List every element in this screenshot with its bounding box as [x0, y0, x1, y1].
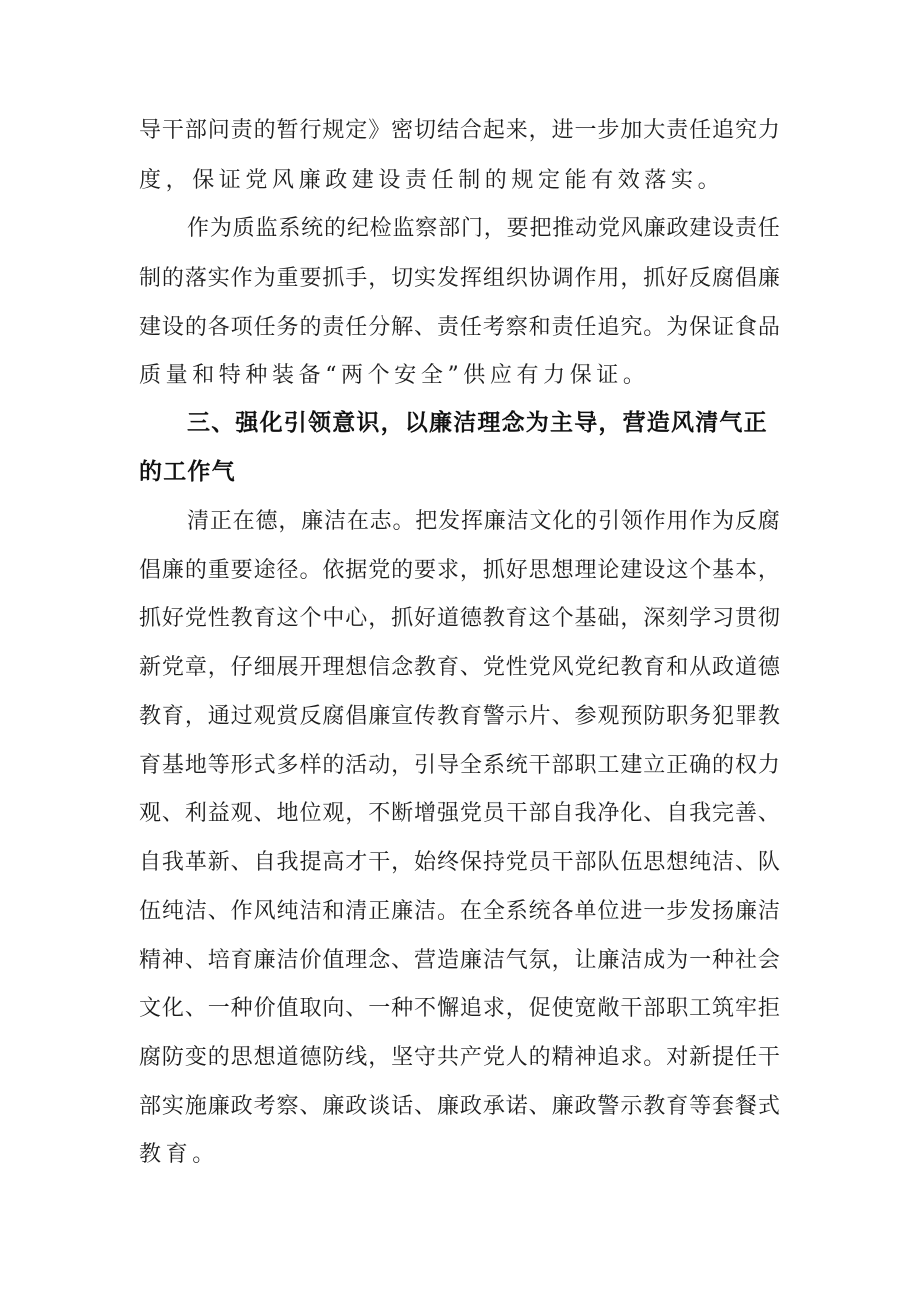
paragraph-line: 教育。 [139, 1142, 219, 1167]
section-heading-line: 的工作气 [139, 459, 236, 485]
paragraph-line: 抓好党性教育这个中心，抓好道德教育这个基础，深刻学习贯彻 [139, 606, 781, 631]
paragraph-line: 自我革新、自我提高才干，始终保持党员干部队伍思想纯洁、队 [139, 850, 781, 875]
section-heading-line: 三、强化引领意识，以廉洁理念为主导，营造风清气正 [187, 410, 768, 436]
paragraph-line: 观、利益观、地位观，不断增强党员干部自我净化、自我完善、 [139, 801, 781, 826]
paragraph-line: 度，保证党风廉政建设责任制的规定能有效落实。 [139, 168, 725, 193]
paragraph-line: 质量和特种装备“两个安全”供应有力保证。 [139, 363, 650, 388]
paragraph-line: 作为质监系统的纪检监察部门，要把推动党风廉政建设责任 [187, 216, 781, 241]
paragraph-line: 教育，通过观赏反腐倡廉宣传教育警示片、参观预防职务犯罪教 [139, 704, 781, 729]
paragraph-line: 导干部问责的暂行规定》密切结合起来，进一步加大责任追究力 [139, 118, 781, 143]
paragraph-line: 伍纯洁、作风纯洁和清正廉洁。在全系统各单位进一步发扬廉洁 [139, 899, 781, 924]
paragraph-line: 育基地等形式多样的活动，引导全系统干部职工建立正确的权力 [139, 753, 781, 778]
paragraph-line: 腐防变的思想道德防线，坚守共产党人的精神追求。对新提任干 [139, 1045, 781, 1070]
paragraph-line: 清正在德，廉洁在志。把发挥廉洁文化的引领作用作为反腐 [187, 509, 781, 534]
paragraph-line: 文化、一种价值取向、一种不懈追求，促使宽敞干部职工筑牢拒 [139, 996, 781, 1021]
paragraph-line: 新党章，仔细展开理想信念教育、党性党风党纪教育和从政道德 [139, 655, 781, 680]
paragraph-line: 精神、培育廉洁价值理念、营造廉洁气氛，让廉洁成为一种社会 [139, 948, 781, 973]
paragraph-line: 倡廉的重要途径。依据党的要求，抓好思想理论建设这个基本， [139, 558, 781, 583]
paragraph-line: 制的落实作为重要抓手，切实发挥组织协调作用，抓好反腐倡廉 [139, 266, 781, 291]
paragraph-line: 建设的各项任务的责任分解、责任考察和责任追究。为保证食品 [139, 315, 781, 340]
paragraph-line: 部实施廉政考察、廉政谈话、廉政承诺、廉政警示教育等套餐式 [139, 1094, 781, 1119]
